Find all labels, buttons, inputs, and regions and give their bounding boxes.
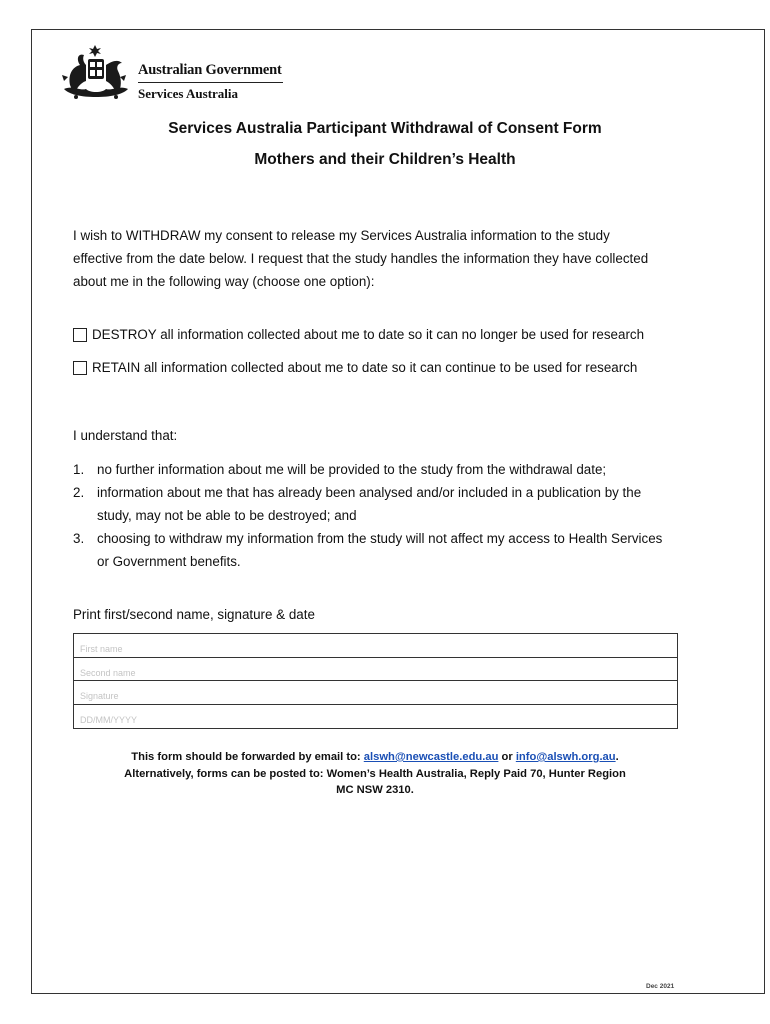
signature-fields bbox=[73, 633, 678, 729]
version-date: Dec 2021 bbox=[646, 983, 675, 990]
list-item bbox=[73, 527, 713, 573]
footer-prefix: This form should be forwarded by email to: bbox=[131, 751, 364, 763]
form-title: Services Australia Participant Withdrawal of Consent Form bbox=[168, 120, 602, 137]
second-name-row bbox=[74, 658, 677, 682]
coat-of-arms-icon bbox=[60, 45, 132, 103]
intro-line: about me in the following way (choose one option): bbox=[73, 274, 375, 289]
logo-divider bbox=[138, 82, 283, 83]
retain-checkbox[interactable] bbox=[73, 361, 87, 375]
list-item-text: or Government benefits. bbox=[97, 554, 241, 569]
agency-name: Services Australia bbox=[138, 86, 239, 101]
email-link-newcastle[interactable]: alswh@newcastle.edu.au bbox=[363, 751, 499, 763]
footer-email-line bbox=[60, 749, 690, 765]
signature-section-label: Print first/second name, signature & date bbox=[73, 607, 315, 622]
post-line: MC NSW 2310. bbox=[336, 784, 414, 796]
list-item-text: no further information about me will be provided to the study from the withdrawal date; bbox=[97, 462, 607, 477]
government-name: Australian Government bbox=[138, 62, 282, 78]
list-number: 1. bbox=[73, 462, 85, 477]
understand-list bbox=[73, 458, 713, 573]
list-item bbox=[73, 458, 713, 481]
intro-paragraph bbox=[73, 224, 713, 293]
list-item-text: choosing to withdraw my information from the study will not affect my access to Health Services bbox=[97, 531, 663, 546]
signature-row bbox=[74, 681, 677, 705]
intro-line: I wish to WITHDRAW my consent to release my Services Australia information to the study bbox=[73, 228, 610, 243]
first-name-input[interactable] bbox=[74, 634, 677, 657]
list-item-text: study, may not be able to be destroyed; and bbox=[97, 508, 357, 523]
email-link-alswh[interactable]: info@alswh.org.au bbox=[515, 751, 616, 763]
footer-post-address bbox=[60, 766, 690, 798]
destroy-label: DESTROY all information collected about me to date so it can no longer be used for research bbox=[92, 327, 645, 342]
option-destroy[interactable] bbox=[73, 327, 644, 342]
government-logo bbox=[60, 45, 290, 105]
second-name-input[interactable] bbox=[74, 658, 677, 681]
first-name-row bbox=[74, 634, 677, 658]
date-input[interactable] bbox=[74, 705, 677, 729]
footer-or: or bbox=[498, 751, 516, 763]
date-row bbox=[74, 705, 677, 729]
retain-label: RETAIN all information collected about me to date so it can continue to be used for research bbox=[92, 360, 638, 375]
signature-input[interactable] bbox=[74, 681, 677, 704]
post-line: Alternatively, forms can be posted to: Women’s Health Australia, Reply Paid 70, Hunter Region bbox=[124, 768, 626, 780]
list-number: 2. bbox=[73, 485, 85, 500]
list-number: 3. bbox=[73, 531, 85, 546]
study-title: Mothers and their Children’s Health bbox=[254, 151, 516, 168]
footer-suffix: . bbox=[615, 751, 619, 763]
intro-line: effective from the date below. I request that the study handles the information they have collected bbox=[73, 251, 649, 266]
understand-heading: I understand that: bbox=[73, 428, 178, 443]
destroy-checkbox[interactable] bbox=[73, 328, 87, 342]
option-retain[interactable] bbox=[73, 360, 637, 375]
list-item bbox=[73, 481, 713, 527]
list-item-text: information about me that has already been analysed and/or included in a publication by the bbox=[97, 485, 642, 500]
